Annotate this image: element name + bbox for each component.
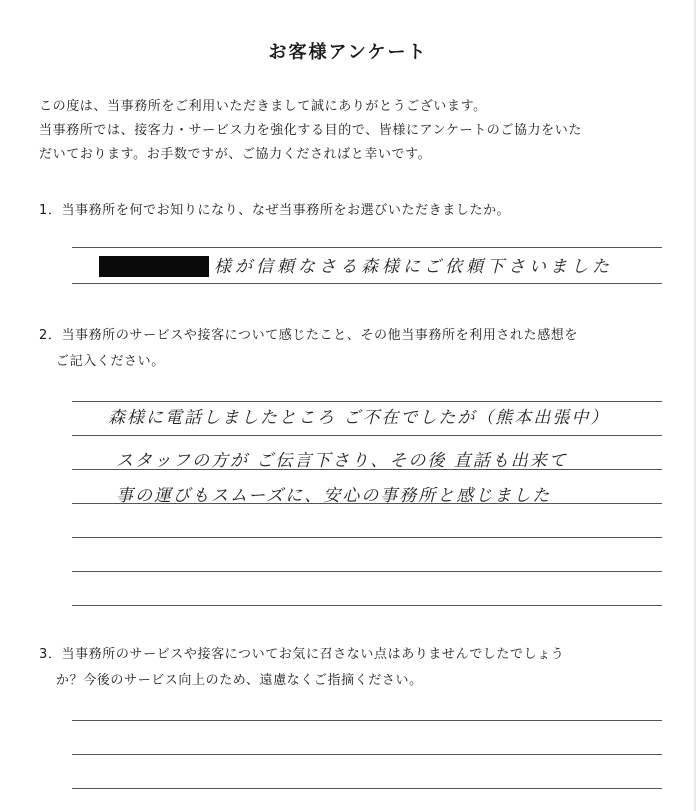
intro-line: だいております。お手数ですが、ご協力くださればと幸いです。	[39, 147, 432, 162]
handwritten-answer-2-line3: 事の運びもスムーズに、安心の事務所と感じました	[116, 486, 552, 506]
question-3	[39, 642, 679, 694]
handwritten-answer-1: 様が信頼なさる森様にご依頼下さいました	[214, 257, 613, 277]
handwritten-answer-2-line1: 森様に電話しましたところ ご不在でしたが（熊本出張中）	[108, 408, 610, 428]
answer-rule	[72, 605, 662, 606]
answer-rule	[72, 754, 662, 755]
handwritten-answer-2-line2: スタッフの方が ご伝言下さり、その後 直話も出来て	[116, 451, 568, 471]
answer-rule	[72, 720, 662, 721]
question-2-text-line1: 2．当事務所のサービスや接客について感じたこと、その他当事務所を利用された感想を	[39, 328, 579, 343]
answer-rule	[72, 247, 662, 248]
question-1	[39, 198, 679, 224]
intro-text	[39, 95, 679, 167]
question-3-text-line2: か？今後のサービス向上のため、遠慮なくご指摘ください。	[56, 673, 423, 688]
answer-rule	[72, 435, 662, 436]
intro-line: 当事務所では、接客力・サービス力を強化する目的で、皆様にアンケートのご協力をいた	[39, 123, 582, 138]
answer-rule	[72, 283, 662, 284]
question-2	[39, 323, 679, 375]
question-2-text-line2: ご記入ください。	[56, 354, 165, 369]
answer-rule	[72, 571, 662, 572]
question-1-text: 1．当事務所を何でお知りになり、なぜ当事務所をお選びいただきましたか。	[39, 203, 511, 218]
redacted-name-block	[99, 256, 209, 277]
answer-rule	[72, 788, 662, 789]
answer-rule	[72, 401, 662, 402]
question-3-text-line1: 3．当事務所のサービスや接客についてお気に召さない点はありませんでしたでしょう	[39, 647, 565, 662]
answer-rule	[72, 537, 662, 538]
answer-rule	[72, 503, 662, 504]
intro-line: この度は、当事務所をご利用いただきまして誠にありがとうございます。	[39, 99, 487, 114]
page-title: お客様アンケート	[268, 42, 428, 63]
answer-rule	[72, 469, 662, 470]
